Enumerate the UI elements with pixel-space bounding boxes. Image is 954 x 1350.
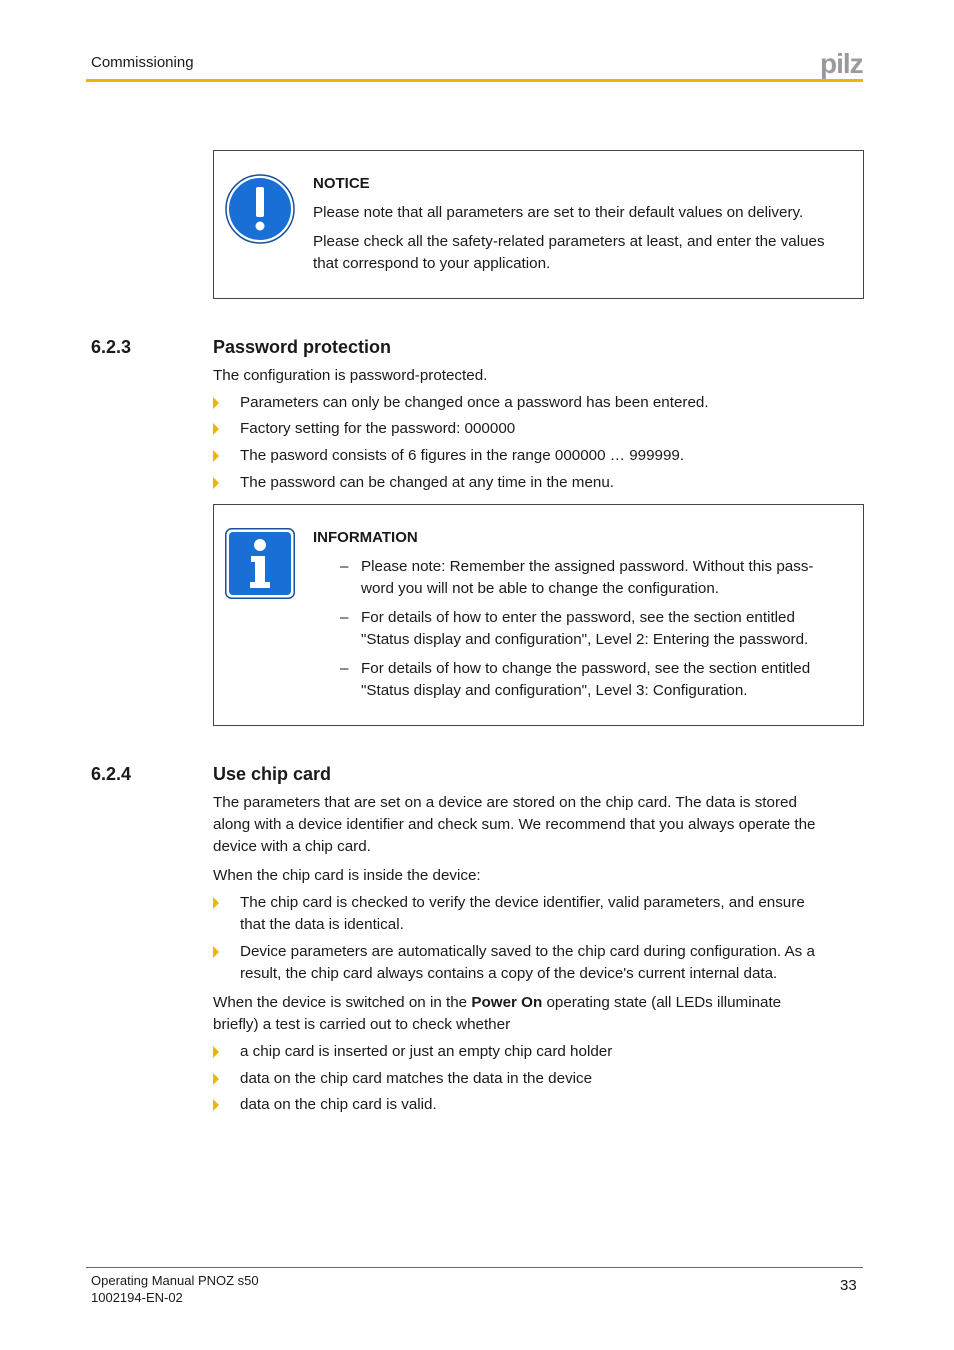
notice-heading: NOTICE <box>313 175 370 192</box>
list-item: – For details of how to change the password, see the section entitled "Status display and configuration", Level 3: Configuration. <box>340 660 811 699</box>
section-number: 6.2.4 <box>91 764 132 784</box>
document-number: 1002194-EN-02 <box>91 1290 183 1305</box>
page-number: 33 <box>840 1277 857 1294</box>
pilz-logo: pilz <box>820 48 863 79</box>
section-title: Password protection <box>213 337 392 357</box>
bullet-arrow-icon <box>213 1046 219 1058</box>
section-number: 6.2.3 <box>91 337 132 357</box>
power-on-term: Power On <box>471 994 543 1011</box>
exclamation-icon <box>225 174 295 248</box>
notice-text: Please note that all parameters are set to their default values on delivery. <box>313 204 804 221</box>
list-item: – For details of how to enter the password, see the section entitled "Status display and configuration", Level 2: Entering the password. <box>340 609 809 648</box>
bullet-arrow-icon <box>213 477 219 489</box>
notice-box <box>213 150 864 299</box>
running-header: Commissioning <box>91 54 194 71</box>
paragraph: The parameters that are set on a device are stored on the chip card. The data is stored along with a device identifier and check sum. We recommend that you always operate the device with a chip card. <box>213 794 816 855</box>
bullet-arrow-icon <box>213 897 219 909</box>
information-box <box>213 504 864 726</box>
section-intro: The configuration is password-protected. <box>213 367 488 384</box>
notice-text: that correspond to your application. <box>313 255 551 272</box>
bullet-arrow-icon <box>213 450 219 462</box>
bullet-arrow-icon <box>213 397 219 409</box>
bullet-arrow-icon <box>213 1099 219 1111</box>
bullet-arrow-icon <box>213 946 219 958</box>
footer-rule <box>86 1267 863 1268</box>
paragraph: When the chip card is inside the device: <box>213 867 481 884</box>
manual-title: Operating Manual PNOZ s50 <box>91 1273 259 1288</box>
list-item: – Please note: Remember the assigned password. Without this pass- word you will not be able to change the configuration. <box>340 558 814 597</box>
info-icon <box>225 528 295 603</box>
header-rule <box>86 79 863 82</box>
information-heading: INFORMATION <box>313 529 418 546</box>
section-title: Use chip card <box>213 764 332 784</box>
bullet-arrow-icon <box>213 1073 219 1085</box>
bullet-arrow-icon <box>213 423 219 435</box>
paragraph: When the device is switched on in the Power On operating state (all LEDs illuminate briefly) a test is carried out to check whether <box>213 994 782 1033</box>
footer-info <box>91 1272 259 1306</box>
notice-text: Please check all the safety-related parameters at least, and enter the values <box>313 233 825 250</box>
